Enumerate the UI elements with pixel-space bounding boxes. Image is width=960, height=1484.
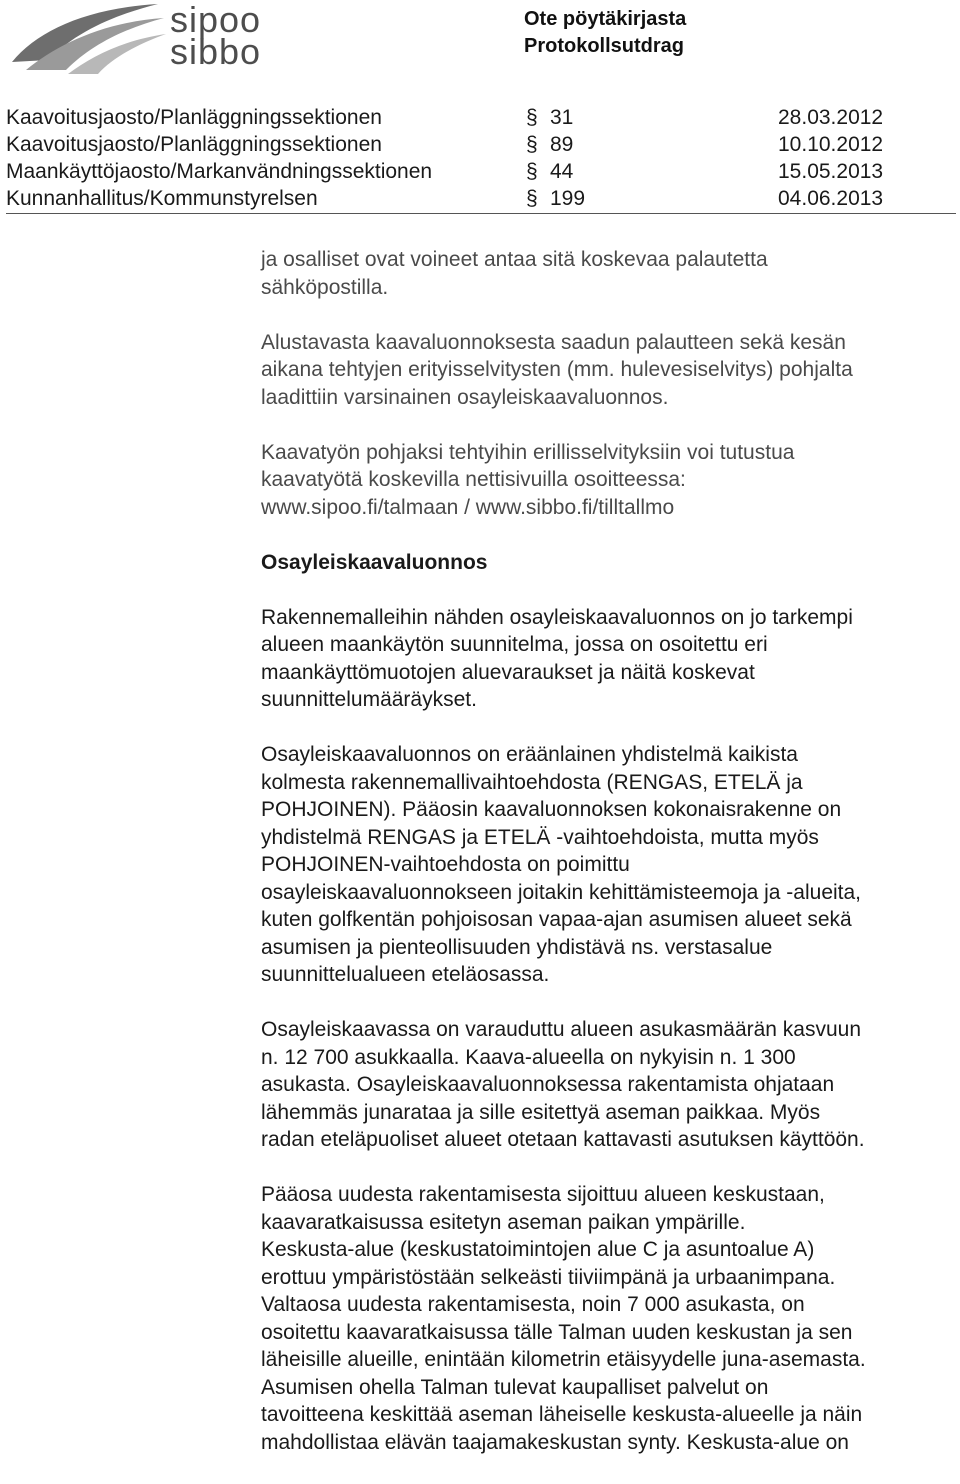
- text-line: radan eteläpuoliset alueet otetaan kattavasti asutuksen käyttöön.: [261, 1128, 865, 1151]
- paragraph-feedback-email: [261, 246, 960, 301]
- section-number: 44: [550, 160, 574, 183]
- text-line: alueen maankäytön suunnitelma, jossa on osoitettu eri: [261, 633, 768, 656]
- website-links[interactable]: www.sipoo.fi/talmaan / www.sibbo.fi/tilltallmo: [261, 495, 675, 519]
- text-line: POHJOINEN). Pääosin kaavaluonnoksen kokonaisrakenne on: [261, 798, 842, 821]
- text-line: osayleiskaavaluonnokseen joitakin kehittämisteemoja ja -alueita,: [261, 880, 862, 904]
- meeting-row: [6, 131, 958, 158]
- text-line: Osayleiskaavassa on varauduttu alueen asukasmäärän kasvuun: [261, 1018, 862, 1041]
- paragraph-draft-plan: [261, 604, 960, 714]
- text-line: kuten golfkentän pohjoisosan vapaa-ajan asumisen alueet sekä: [261, 908, 852, 931]
- paragraph-town-centre: [261, 1181, 960, 1456]
- text-line: Rakennemalleihin nähden osayleiskaavaluonnos on jo tarkempi: [261, 605, 853, 629]
- text-line: n. 12 700 asukkaalla. Kaava-alueella on nykyisin n. 1 300: [261, 1045, 796, 1069]
- meeting-org: Kaavoitusjaosto/Planläggningssektionen: [6, 133, 382, 156]
- text-line: Pääosa uudesta rakentamisesta sijoittuu alueen keskustaan,: [261, 1183, 825, 1206]
- text-line: Kaavatyön pohjaksi tehtyihin erillisselvityksiin voi tutustua: [261, 440, 795, 464]
- paragraph-population-growth: [261, 1016, 960, 1154]
- section-heading: Osayleiskaavaluonnos: [261, 550, 488, 574]
- section-number: 31: [550, 106, 574, 129]
- text-line: kaavatyötä koskevilla nettisivuilla osoitteessa:: [261, 468, 686, 491]
- text-line: yhdistelmä RENGAS ja ETELÄ -vaihtoehdoista, mutta myös: [261, 825, 819, 849]
- logo-text-sipoo: sipoo: [170, 0, 262, 40]
- meeting-date: 10.10.2012: [778, 133, 884, 156]
- section-number: 199: [550, 187, 586, 210]
- meeting-date: 15.05.2013: [778, 160, 884, 183]
- document-title-swedish: Protokollsutdrag: [524, 35, 685, 57]
- text-line: mahdollistaa elävän taajamakeskustan synty. Keskusta-alue on: [261, 1430, 849, 1454]
- paragraph-preliminary-feedback: [261, 329, 960, 412]
- header-divider: [6, 213, 956, 214]
- text-line: osoitettu kaavaratkaisussa tälle Talman uuden keskustan ja sen: [261, 1320, 853, 1344]
- text-line: laadittiin varsinainen osayleiskaavaluonnos.: [261, 385, 669, 409]
- document-title: [524, 6, 686, 60]
- document-title-finnish: Ote pöytäkirjasta: [524, 8, 687, 30]
- section-sign: §: [526, 106, 538, 129]
- meeting-row: [6, 185, 958, 212]
- meeting-row: [6, 104, 958, 131]
- text-line: Asumisen ohella Talman tulevat kaupalliset palvelut on: [261, 1375, 769, 1399]
- sipoo-logo: [8, 0, 268, 76]
- text-line: Valtaosa uudesta rakentamisesta, noin 7 000 asukasta, on: [261, 1293, 805, 1316]
- logo-text-sibbo: sibbo: [170, 31, 262, 72]
- text-line: erottuu ympäristöstään selkeästi tiiviimpänä ja urbaanimpana.: [261, 1265, 836, 1289]
- text-line: aikana tehtyjen erityisselvitysten (mm. hulevesiselvitys) pohjalta: [261, 358, 853, 381]
- text-line: kolmesta rakennemallivaihtoehdosta (RENGAS, ETELÄ ja: [261, 770, 803, 794]
- text-line: ja osalliset ovat voineet antaa sitä koskevaa palautetta: [261, 248, 768, 271]
- text-line: maankäyttömuotojen aluevaraukset ja näitä koskevat: [261, 660, 755, 684]
- paragraph-structure-models: [261, 741, 960, 989]
- text-line: läheisille alueille, enintään kilometrin etäisyydelle juna-asemasta.: [261, 1348, 866, 1371]
- meeting-date: 04.06.2013: [778, 187, 884, 210]
- section-sign: §: [526, 133, 538, 156]
- meeting-org: Maankäyttöjaosto/Markanvändningssektionen: [6, 160, 433, 183]
- document-body: [261, 246, 960, 1484]
- meeting-row: [6, 158, 958, 185]
- text-line: tavoitteena keskittää aseman läheiselle keskusta-alueelle ja näin: [261, 1403, 863, 1426]
- text-line: Alustavasta kaavaluonnoksesta saadun palautteen sekä kesän: [261, 330, 846, 354]
- section-sign: §: [526, 187, 538, 210]
- swoosh-logo-icon: [8, 0, 168, 76]
- text-line: POHJOINEN-vaihtoehdosta on poimittu: [261, 853, 630, 876]
- paragraph-studies-links: [261, 439, 960, 522]
- text-line: kaavaratkaisussa esitetyn aseman paikan ympärille.: [261, 1210, 746, 1234]
- text-line: Osayleiskaavaluonnos on eräänlainen yhdistelmä kaikista: [261, 743, 798, 766]
- meeting-date: 28.03.2012: [778, 106, 884, 129]
- meeting-references: [6, 104, 958, 212]
- text-line: suunnittelumääräykset.: [261, 688, 477, 711]
- text-line: suunnittelualueen eteläosassa.: [261, 963, 550, 986]
- text-line: asumisen ja pienteollisuuden yhdistävä ns. verstasalue: [261, 935, 773, 959]
- text-line: asukasta. Osayleiskaavaluonnoksessa rakentamista ohjataan: [261, 1073, 835, 1096]
- section-sign: §: [526, 160, 538, 183]
- meeting-org: Kunnanhallitus/Kommunstyrelsen: [6, 187, 318, 210]
- text-line: lähemmäs junarataa ja sille esitettyä aseman paikkaa. Myös: [261, 1100, 821, 1124]
- meeting-org: Kaavoitusjaosto/Planläggningssektionen: [6, 106, 382, 129]
- section-number: 89: [550, 133, 574, 156]
- text-line: Keskusta-alue (keskustatoimintojen alue C ja asuntoalue A): [261, 1238, 815, 1261]
- text-line: sähköpostilla.: [261, 275, 389, 299]
